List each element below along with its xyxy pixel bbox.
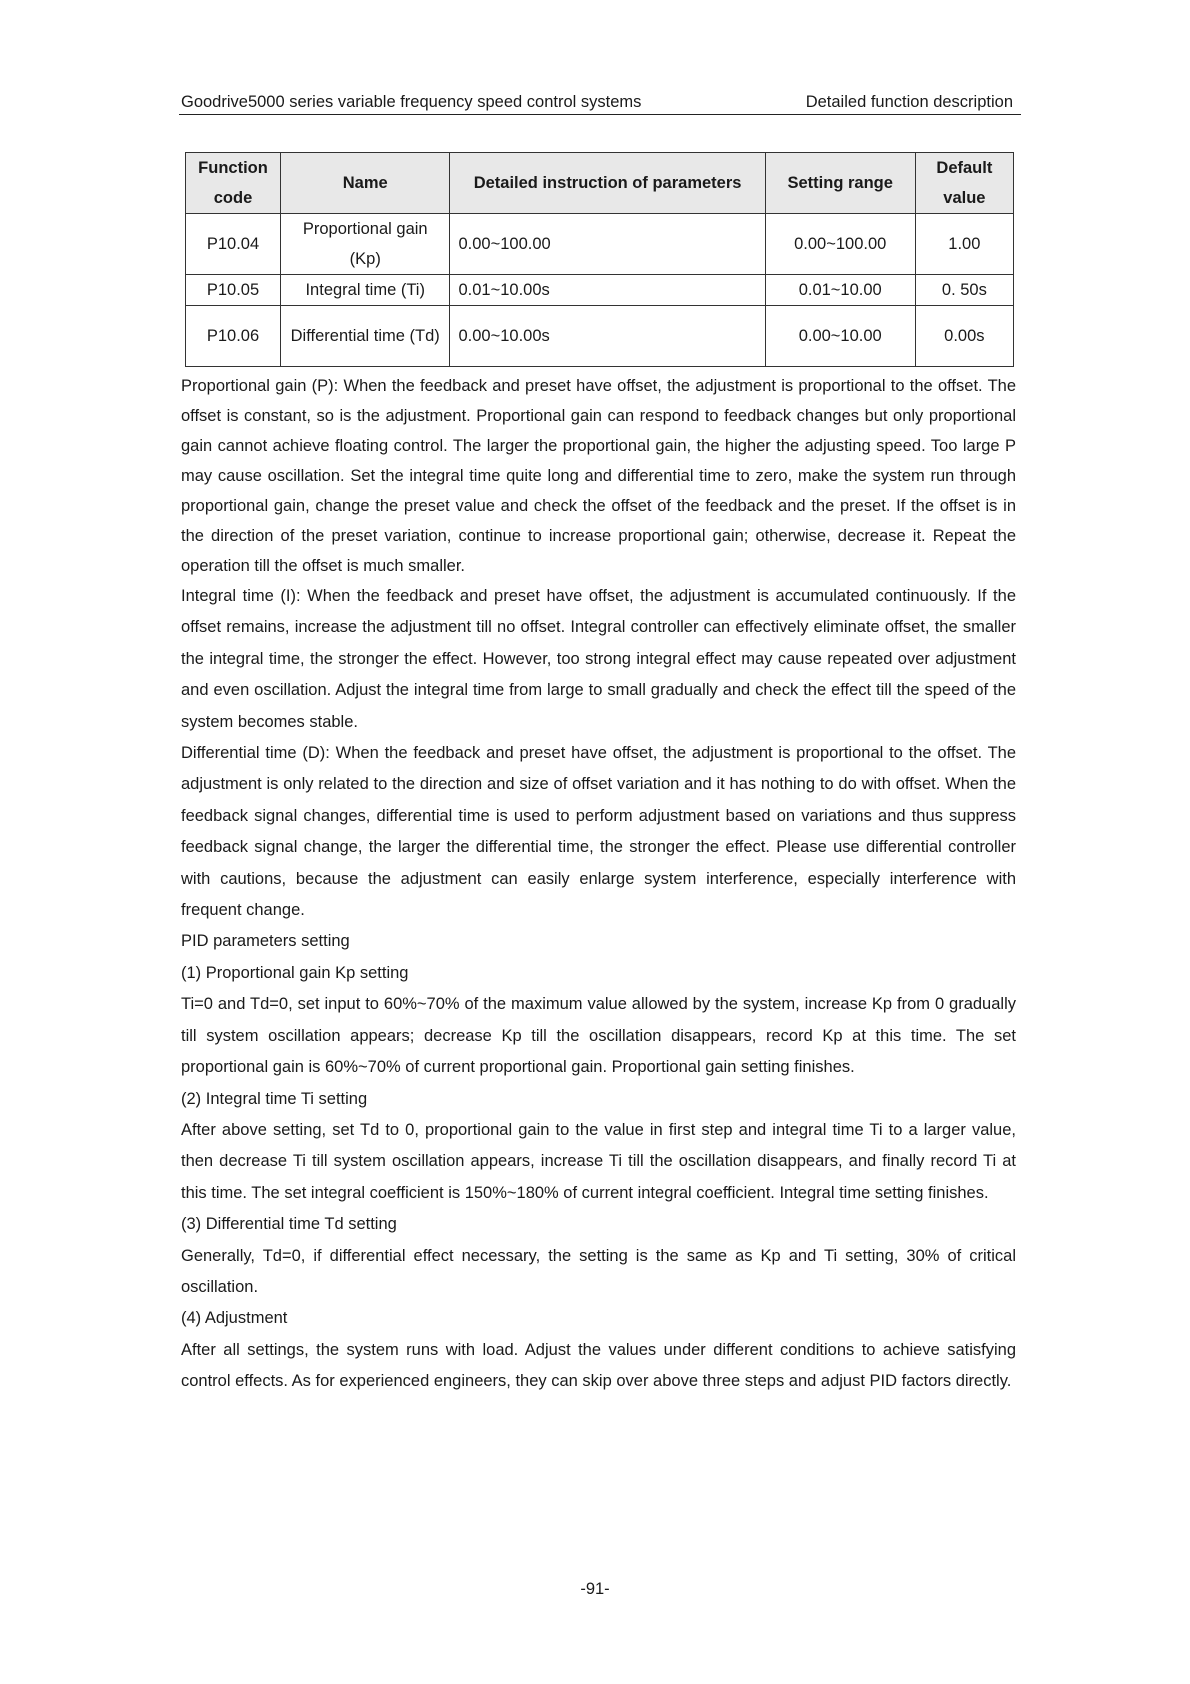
heading-step-3: (3) Differential time Td setting: [181, 1215, 397, 1234]
header-function-code: Function code: [186, 153, 281, 214]
cell-range: 0.00~10.00: [765, 306, 915, 367]
paragraph-step-1: Ti=0 and Td=0, set input to 60%~70% of the maximum value allowed by the system, increase Kp from 0 gradually till system oscillation appears; decrease Kp till the oscillation disappears, record Kp at this time. The set proportional gain is 60%~70% of current proportional gain. Proportional gain setting finishes.: [181, 995, 1016, 1077]
header-default-value: Default value: [915, 153, 1013, 214]
paragraph-proportional-gain: Proportional gain (P): When the feedback and preset have offset, the adjustment is proportional to the offset. The offset is constant, so is the adjustment. Proportional gain can respond to feedback changes but only proportional gain cannot achieve floating control. The larger the proportional gain, the higher the adjusting speed. Too large P may cause oscillation. Set the integral time quite long and differential time to zero, make the system run through proportional gain, change the preset value and check the offset of the feedback and the preset. If the offset is in the direction of the preset variation, continue to increase proportional gain; otherwise, decrease it. Repeat the operation till the offset is much smaller.: [181, 377, 1016, 575]
page-header: [179, 92, 1021, 115]
heading-step-1: (1) Proportional gain Kp setting: [181, 963, 409, 982]
cell-code: P10.05: [186, 275, 281, 306]
table-row: [186, 306, 1014, 367]
body-text: [181, 371, 1016, 1398]
cell-code: P10.04: [186, 214, 281, 275]
cell-instruction: 0.00~100.00: [450, 214, 765, 275]
table-header-row: [186, 153, 1014, 214]
cell-code: P10.06: [186, 306, 281, 367]
header-instruction: Detailed instruction of parameters: [450, 153, 765, 214]
header-section-title: Detailed function description: [805, 93, 1013, 111]
table-row: [186, 275, 1014, 306]
cell-range: 0.01~10.00: [765, 275, 915, 306]
cell-instruction: 0.00~10.00s: [450, 306, 765, 367]
table-row: [186, 214, 1014, 275]
paragraph-differential-time: Differential time (D): When the feedback and preset have offset, the adjustment is proportional to the offset. The adjustment is only related to the direction and size of offset variation and it has nothing to do with offset. When the feedback signal changes, differential time is used to perform adjustment based on variations and thus suppress feedback signal change, the larger the differential time, the stronger the effect. Please use differential controller with cautions, because the adjustment can easily enlarge system interference, especially interference with frequent change.: [181, 744, 1016, 920]
cell-default: 1.00: [915, 214, 1013, 275]
cell-name: Differential time (Td): [280, 306, 449, 367]
paragraph-step-3: Generally, Td=0, if differential effect necessary, the setting is the same as Kp and Ti setting, 30% of critical oscillation.: [181, 1246, 1016, 1296]
header-doc-title: Goodrive5000 series variable frequency speed control systems: [181, 93, 642, 111]
cell-range: 0.00~100.00: [765, 214, 915, 275]
cell-name: Integral time (Ti): [280, 275, 449, 306]
header-name: Name: [280, 153, 449, 214]
paragraph-integral-time: Integral time (I): When the feedback and preset have offset, the adjustment is accumulated continuously. If the offset remains, increase the adjustment till no offset. Integral controller can effectively eliminate offset, the smaller the integral time, the stronger the effect. However, too strong integral effect may cause repeated over adjustment and even oscillation. Adjust the integral time from large to small gradually and check the effect till the speed of the system becomes stable.: [181, 587, 1016, 731]
paragraph-step-4: After all settings, the system runs with load. Adjust the values under different conditions to achieve satisfying control effects. As for experienced engineers, they can skip over above three steps and adjust PID factors directly.: [181, 1340, 1016, 1391]
cell-default: 0. 50s: [915, 275, 1013, 306]
cell-instruction: 0.01~10.00s: [450, 275, 765, 306]
paragraph-step-2: After above setting, set Td to 0, proportional gain to the value in first step and integral time Ti to a larger value, then decrease Ti till system oscillation appears, increase Ti till the oscillation disappears, and finally record Ti at this time. The set integral coefficient is 150%~180% of current integral coefficient. Integral time setting finishes.: [181, 1120, 1016, 1202]
heading-step-4: (4) Adjustment: [181, 1309, 288, 1328]
heading-step-2: (2) Integral time Ti setting: [181, 1089, 368, 1108]
parameter-table: [185, 152, 1014, 367]
header-setting-range: Setting range: [765, 153, 915, 214]
cell-name: Proportional gain (Kp): [280, 214, 449, 275]
heading-pid-setting: PID parameters setting: [181, 932, 350, 951]
page-number: -91-: [580, 1580, 610, 1598]
cell-default: 0.00s: [915, 306, 1013, 367]
